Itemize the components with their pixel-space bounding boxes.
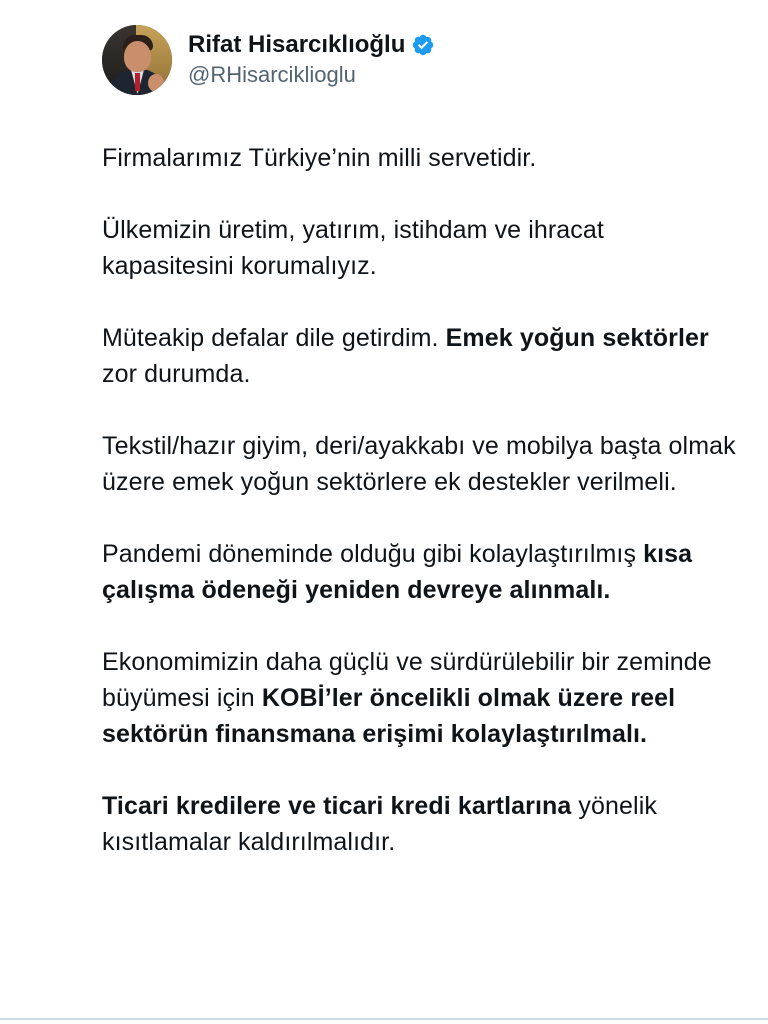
tweet-paragraph-1 [102,140,742,176]
author-avatar[interactable] [102,25,172,95]
tweet-text [102,140,742,860]
author-names [188,30,435,90]
tweet-paragraph-2 [102,212,742,284]
paragraph-3-text-c: zor durumda. [102,360,251,388]
tweet-paragraph-7 [102,788,742,860]
paragraph-6-bold: KOBİ’ler öncelikli olmak üzere reel sektörün finansmana erişimi kolaylaştırılmalı. [102,684,676,748]
tweet-header [102,24,435,96]
paragraph-5-text-a: Pandemi döneminde olduğu gibi kolaylaştırılmış [102,540,644,568]
paragraph-2-text: Ülkemizin üretim, yatırım, istihdam ve ihracat kapasitesini korumalıyız. [102,216,604,280]
paragraph-7-text-b: yönelik kısıtlamalar kaldırılmalıdır. [102,792,657,856]
paragraph-3-text-a: Müteakip defalar dile getirdim. [102,324,446,352]
paragraph-3-bold: Emek yoğun sektörler [445,324,709,352]
author-display-name[interactable]: Rifat Hisarcıklıoğlu [188,31,406,58]
paragraph-6-text-a: Ekonomimizin daha güçlü ve sürdürülebilir bir zeminde büyümesi için [102,648,712,712]
tweet-paragraph-6 [102,644,742,752]
avatar-hand [148,74,164,92]
paragraph-4-text: Tekstil/hazır giyim, deri/ayakkabı ve mobilya başta olmak üzere emek yoğun sektörlere ek destekler verilmeli. [102,432,736,496]
bottom-divider [0,1018,768,1020]
tweet-paragraph-3 [102,320,742,392]
verified-badge-icon [411,33,435,57]
display-name-row [188,30,435,60]
paragraph-7-bold: Ticari kredilere ve ticari kredi kartlarına [102,792,572,820]
paragraph-5-bold: kısa çalışma ödeneği yeniden devreye alınmalı. [102,540,693,604]
author-handle[interactable]: @RHisarciklioglu [188,62,356,87]
avatar-tie [135,73,140,91]
avatar-face [124,41,151,72]
paragraph-1-text: Firmalarımız Türkiye’nin milli servetidir. [102,144,537,172]
tweet-paragraph-5 [102,536,742,608]
tweet-paragraph-4 [102,428,742,500]
